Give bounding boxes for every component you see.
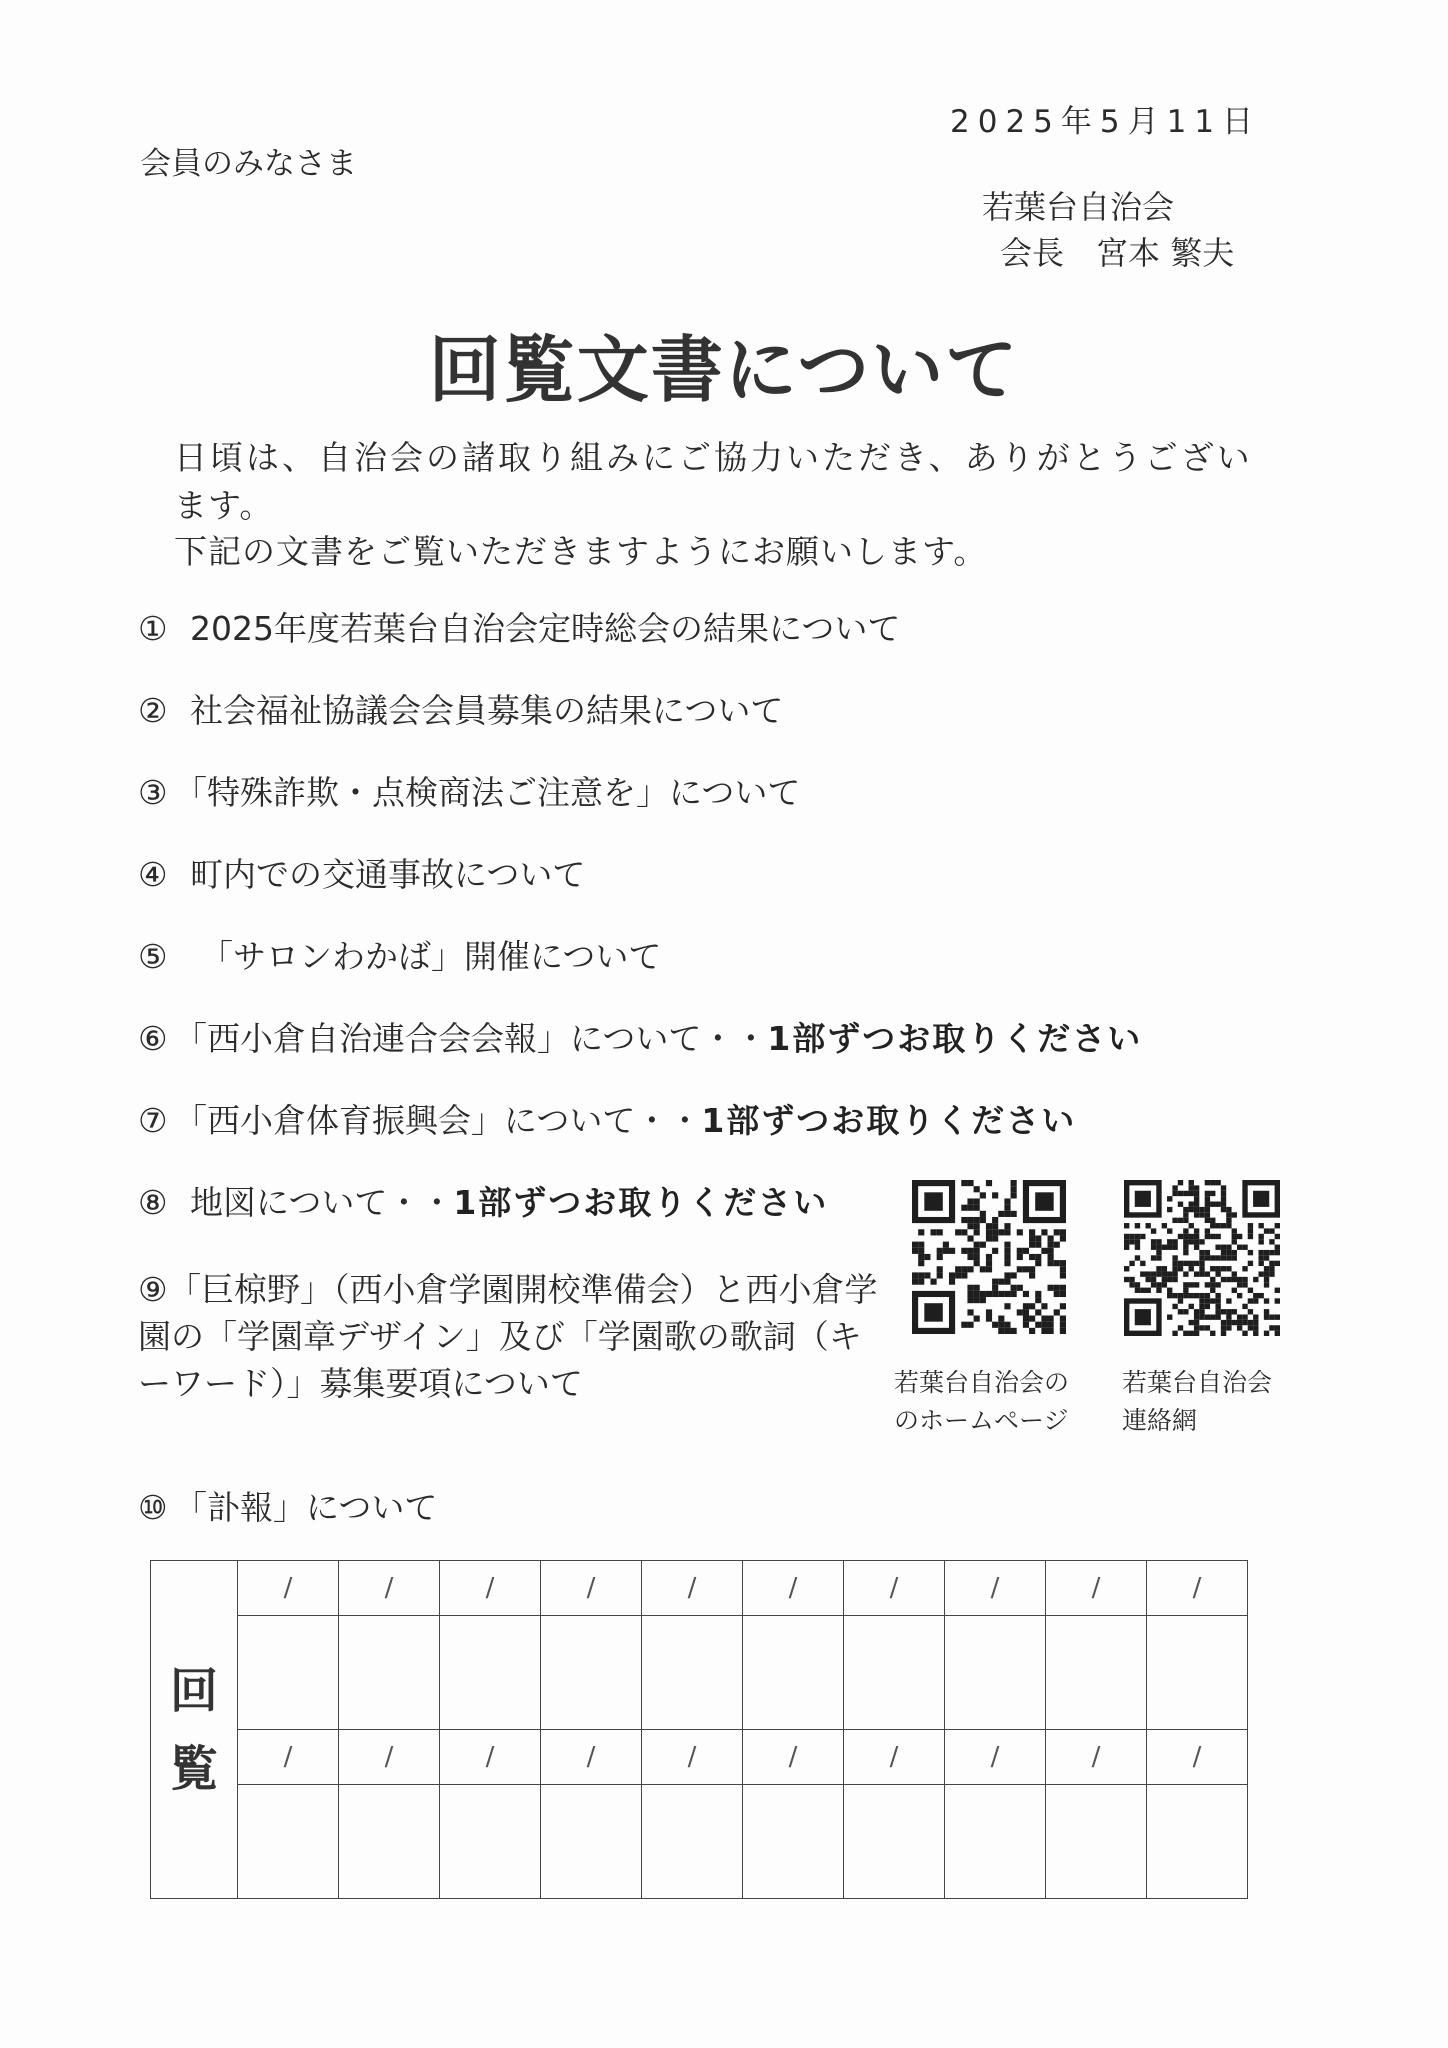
signature-cell xyxy=(642,1785,743,1899)
signature-cell xyxy=(1147,1616,1248,1730)
list-item xyxy=(138,1013,1142,1060)
date-cell: / xyxy=(844,1561,945,1616)
signature-cell xyxy=(440,1616,541,1730)
signature-cell xyxy=(945,1616,1046,1730)
list-item xyxy=(138,1177,828,1224)
sender xyxy=(1000,228,1266,274)
item-number: ⑤ xyxy=(138,937,168,976)
signature-cell xyxy=(945,1785,1046,1899)
item-text: 2025年度若葉台自治会定時総会の結果について xyxy=(190,609,901,648)
date-cell: / xyxy=(541,1561,642,1616)
list-item xyxy=(138,1266,878,1407)
intro-line-3: 下記の文書をご覧いただきますようにお願いします。 xyxy=(174,532,988,571)
date-cell: / xyxy=(1046,1730,1147,1785)
date-cell: / xyxy=(1046,1561,1147,1616)
signature-cell xyxy=(844,1785,945,1899)
contact-network-qr-code xyxy=(1124,1180,1280,1336)
item-number: ⑦ xyxy=(138,1101,168,1140)
signature-cell xyxy=(339,1785,440,1899)
item-number: ④ xyxy=(138,855,168,894)
homepage-qr-caption: 若葉台自治会の のホームページ xyxy=(894,1368,1070,1435)
item-note: 1部ずつお取りください xyxy=(767,1019,1143,1058)
sender-title: 会長 xyxy=(1000,234,1065,272)
signature-cell xyxy=(1046,1616,1147,1730)
date-cell: / xyxy=(238,1730,339,1785)
date-row xyxy=(151,1561,1248,1616)
date-cell: / xyxy=(642,1561,743,1616)
signature-cell xyxy=(743,1785,844,1899)
item-number: ② xyxy=(138,691,168,730)
sender-name: 宮本 繁夫 xyxy=(1096,234,1235,272)
date-cell: / xyxy=(642,1730,743,1785)
signature-cell xyxy=(541,1785,642,1899)
signature-cell xyxy=(1147,1785,1248,1899)
item-text: 「西小倉自治連合会会報」について・・ xyxy=(174,1019,768,1058)
item-note: 1部ずつお取りください xyxy=(453,1183,829,1222)
homepage-qr-code xyxy=(912,1180,1066,1334)
item-text: 「西小倉体育振興会」について・・ xyxy=(174,1101,702,1140)
item-note: 1部ずつお取りください xyxy=(701,1101,1077,1140)
date-cell: / xyxy=(541,1730,642,1785)
item-number: ⑥ xyxy=(138,1019,168,1058)
date-cell: / xyxy=(945,1561,1046,1616)
date-cell: / xyxy=(440,1561,541,1616)
page-title: 回覧文書について xyxy=(428,328,1020,412)
signature-cell xyxy=(1046,1785,1147,1899)
item-number: ⑧ xyxy=(138,1183,168,1222)
item-text: 社会福祉協議会会員募集の結果について xyxy=(190,691,784,730)
signature-cell xyxy=(339,1616,440,1730)
item-text: 「サロンわかば」開催について xyxy=(200,937,662,976)
date-cell: / xyxy=(238,1561,339,1616)
signature-cell xyxy=(541,1616,642,1730)
intro-line-1: 日頃は、自治会の諸取り組みにご協力いただき、ありがとうござい xyxy=(174,438,1253,477)
signature-cell xyxy=(238,1616,339,1730)
list-item xyxy=(138,1482,437,1529)
list-item xyxy=(138,931,661,978)
list-item xyxy=(138,767,800,814)
item-number: ⑨ xyxy=(138,1270,168,1309)
date-cell: / xyxy=(743,1561,844,1616)
date-cell: / xyxy=(1147,1730,1248,1785)
list-item xyxy=(138,849,585,896)
signature-cell xyxy=(238,1785,339,1899)
circulation-label: 回 覧 xyxy=(151,1561,238,1899)
date-cell: / xyxy=(844,1730,945,1785)
signature-cell xyxy=(440,1785,541,1899)
date-row xyxy=(151,1730,1248,1785)
item-text: 「巨椋野」（西小倉学園開校準備会）と西小倉学園の「学園章デザイン」及び「学園歌の歌詞（キーワード）」募集要項について xyxy=(138,1270,878,1403)
date-cell: / xyxy=(945,1730,1046,1785)
item-number: ① xyxy=(138,609,168,648)
item-text: 「訃報」について xyxy=(174,1488,438,1527)
signature-row xyxy=(151,1616,1248,1730)
recipient: 会員のみなさま xyxy=(140,146,357,182)
circulation-stamp-table xyxy=(150,1560,1248,1899)
signature-cell xyxy=(844,1616,945,1730)
signature-cell xyxy=(743,1616,844,1730)
date-cell: / xyxy=(440,1730,541,1785)
item-text: 地図について・・ xyxy=(190,1183,454,1222)
signature-row xyxy=(151,1785,1248,1899)
date-cell: / xyxy=(743,1730,844,1785)
list-item xyxy=(138,1095,1076,1142)
document-date: 2025年5月11日 xyxy=(950,104,1262,140)
item-text: 「特殊詐欺・点検商法ご注意を」について xyxy=(174,773,801,812)
contact-network-qr-caption: 若葉台自治会 連絡網 xyxy=(1122,1368,1273,1435)
item-number: ③ xyxy=(138,773,168,812)
list-item xyxy=(138,685,783,732)
organization-name: 若葉台自治会 xyxy=(982,188,1175,226)
date-cell: / xyxy=(339,1730,440,1785)
date-cell: / xyxy=(339,1561,440,1616)
item-number: ⑩ xyxy=(138,1488,168,1527)
item-text: 町内での交通事故について xyxy=(190,855,586,894)
intro-line-2: ます。 xyxy=(174,486,274,525)
signature-cell xyxy=(642,1616,743,1730)
list-item xyxy=(138,603,900,650)
date-cell: / xyxy=(1147,1561,1248,1616)
